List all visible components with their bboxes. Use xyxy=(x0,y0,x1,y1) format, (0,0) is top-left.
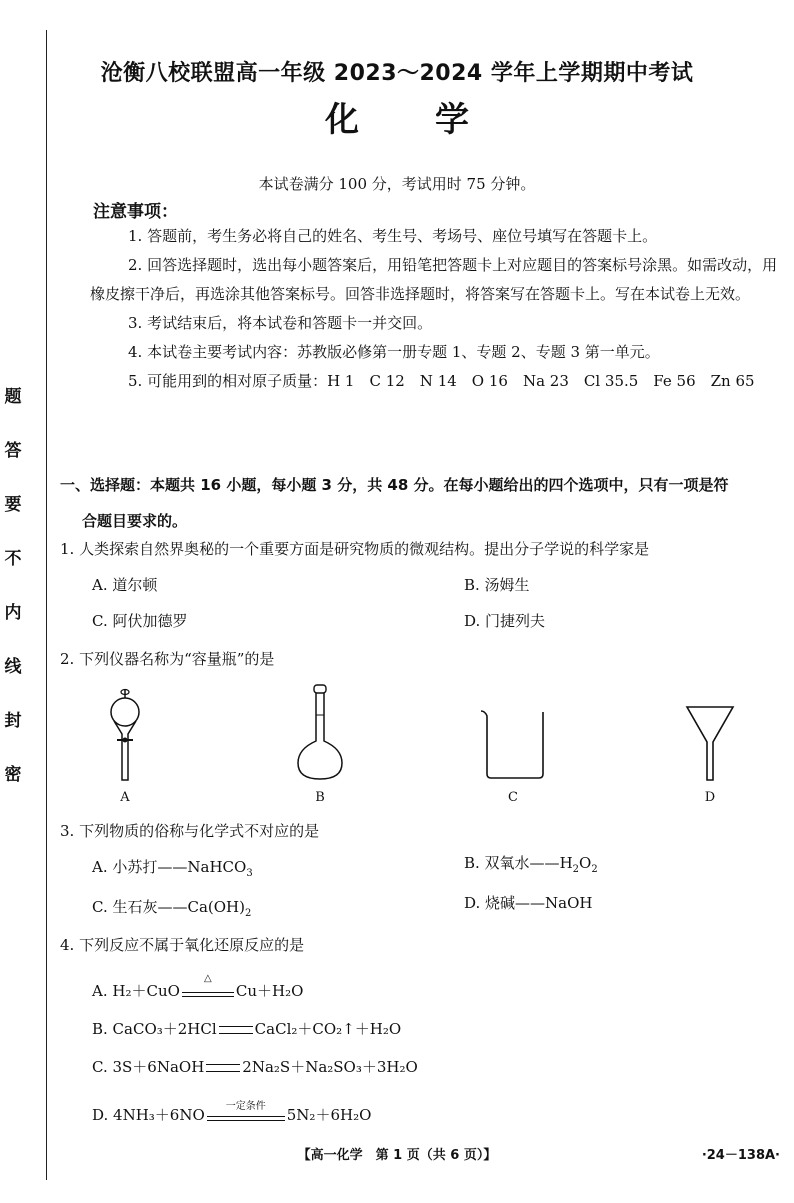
instrument-label-a: A xyxy=(120,790,130,805)
option-b-formula-h: H xyxy=(559,854,573,872)
condition-text: 一定条件 xyxy=(225,1101,266,1112)
option-a-subscript: 3 xyxy=(246,868,253,879)
margin-char: 线 xyxy=(4,657,22,677)
section-heading-line1: 一、选择题：本题共 16 小题，每小题 3 分，共 48 分。在每小题给出的四个选项中，只有一项是符 xyxy=(60,476,729,494)
notes-title: 注意事项： xyxy=(93,202,178,222)
equals-sign xyxy=(206,1064,240,1072)
page-footer: 【高一化学 第 1 页（共 6 页）】 xyxy=(297,1148,497,1163)
note-item: 2. 回答选择题时，选出每小题答案后，用铅笔把答题卡上对应题目的答案标号涂黑。如需改动，用橡皮擦干净后，再选涂其他答案标号。回答非选择题时，将答案写在答题卡上。写在本试卷上无效。 xyxy=(90,256,778,303)
instrument-label-c: C xyxy=(508,790,518,805)
option-d-reactants: D. 4NH₃＋6NO xyxy=(92,1106,205,1124)
margin-char: 题 xyxy=(4,387,22,407)
option-a-name: A. 小苏打—— xyxy=(92,858,188,876)
option-b-subscript-1: 2 xyxy=(572,864,580,875)
question-4-option-c xyxy=(92,1056,418,1077)
question-2-stem: 2. 下列仪器名称为“容量瓶”的是 xyxy=(60,650,275,668)
option-c-products: 2Na₂S＋Na₂SO₃＋3H₂O xyxy=(242,1058,418,1076)
question-3-option-a xyxy=(92,856,253,879)
option-b-formula-o: O xyxy=(579,854,592,872)
option-a-formula: NaHCO xyxy=(187,858,247,876)
option-c-reactants: C. 3S＋6NaOH xyxy=(92,1058,205,1076)
paper-code: ·24－138A· xyxy=(701,1148,780,1163)
binding-margin-text xyxy=(4,370,22,802)
margin-char: 封 xyxy=(4,711,22,731)
question-3-option-b xyxy=(464,852,598,875)
notes-list xyxy=(90,222,778,396)
option-b-products: CaCl₂＋CO₂↑＋H₂O xyxy=(254,1020,402,1038)
question-4-option-a xyxy=(92,973,304,1001)
beaker-icon xyxy=(478,708,548,780)
option-c-subscript: 2 xyxy=(245,908,252,919)
section-heading-line2: 合题目要求的。 xyxy=(82,512,188,530)
option-d-name: D. 烧碱—— xyxy=(464,894,546,912)
note-item: 4. 本试卷主要考试内容：苏教版必修第一册专题 1、专题 2、专题 3 第一单元。 xyxy=(128,343,660,361)
question-4-option-b xyxy=(92,1018,401,1039)
margin-char: 密 xyxy=(4,765,22,785)
margin-char: 不 xyxy=(4,549,22,569)
volumetric-flask-icon xyxy=(295,683,345,783)
option-c-formula: Ca(OH) xyxy=(187,898,245,916)
option-d-products: 5N₂＋6H₂O xyxy=(286,1106,372,1124)
question-3-stem: 3. 下列物质的俗称与化学式不对应的是 xyxy=(60,822,320,840)
reaction-condition xyxy=(182,973,234,1001)
instrument-label-b: B xyxy=(315,790,325,805)
option-a-products: Cu＋H₂O xyxy=(235,982,304,1000)
question-1-stem: 1. 人类探索自然界奥秘的一个重要方面是研究物质的微观结构。提出分子学说的科学家是 xyxy=(60,540,650,558)
equals-sign xyxy=(219,1026,253,1034)
margin-char: 内 xyxy=(4,603,22,623)
question-1-option-b: B. 汤姆生 xyxy=(464,576,530,594)
question-3-option-d xyxy=(464,892,592,913)
option-b-reactants: B. CaCO₃＋2HCl xyxy=(92,1020,217,1038)
option-c-name: C. 生石灰—— xyxy=(92,898,188,916)
note-item: 5. 可能用到的相对原子质量：H 1 C 12 N 14 O 16 Na 23 Cl 35.5 Fe 56 Zn 65 xyxy=(128,372,755,390)
margin-char: 要 xyxy=(4,495,22,515)
note-item: 1. 答题前，考生务必将自己的姓名、考生号、考场号、座位号填写在答题卡上。 xyxy=(128,227,658,245)
subject-title: 化学 xyxy=(325,100,545,140)
option-b-subscript-2: 2 xyxy=(591,864,598,875)
question-1-option-d: D. 门捷列夫 xyxy=(464,612,546,630)
question-4-option-d xyxy=(92,1101,372,1125)
option-d-formula: NaOH xyxy=(545,894,593,912)
funnel-icon xyxy=(684,704,736,784)
question-3-option-c xyxy=(92,896,251,919)
margin-char: 答 xyxy=(4,441,22,461)
option-b-name: B. 双氧水—— xyxy=(464,854,560,872)
instrument-label-d: D xyxy=(704,790,716,805)
section-heading xyxy=(60,467,784,539)
reaction-condition xyxy=(207,1101,285,1125)
separatory-funnel-icon xyxy=(100,688,150,788)
exam-info: 本试卷满分 100 分，考试用时 75 分钟。 xyxy=(258,175,536,193)
heat-symbol: △ xyxy=(204,973,212,984)
note-item: 3. 考试结束后，将本试卷和答题卡一并交回。 xyxy=(128,314,433,332)
question-1-option-c: C. 阿伏加德罗 xyxy=(92,612,188,630)
binding-line xyxy=(46,30,47,1180)
option-a-reactants: A. H₂＋CuO xyxy=(92,982,180,1000)
question-1-option-a: A. 道尔顿 xyxy=(92,576,158,594)
question-4-stem: 4. 下列反应不属于氧化还原反应的是 xyxy=(60,936,305,954)
exam-title: 沧衡八校联盟高一年级 2023～2024 学年上学期期中考试 xyxy=(100,61,694,86)
